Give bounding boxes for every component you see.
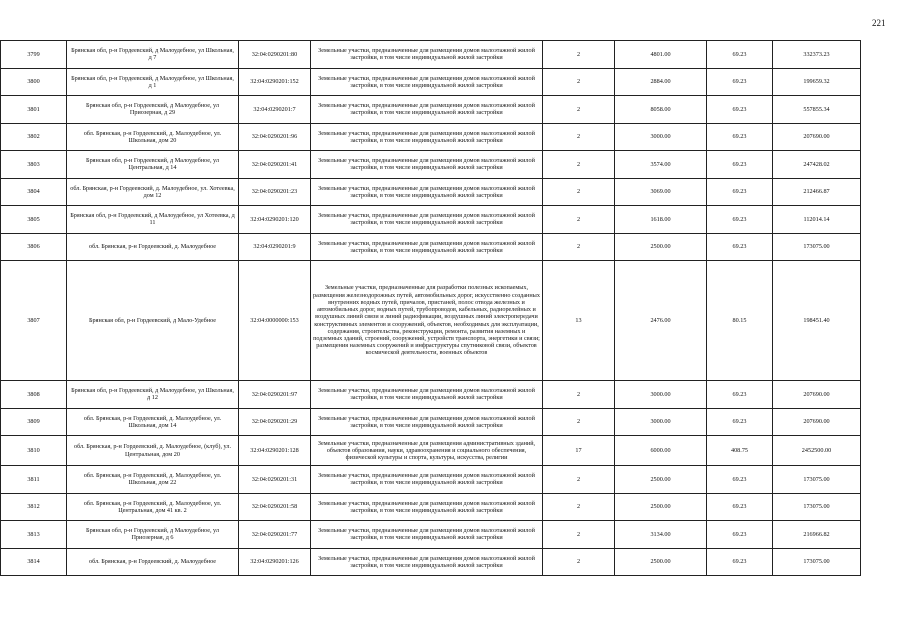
address-cell: обл. Брянская, р-н Гордеевский, д. Малоудебное, ул. Школьная, дом 20 [67,123,239,151]
land-use-cell: Земельные участки, предназначенные для размещения домов малоэтажной жилой застройки, в том числе индивидуальной жилой застройки [311,381,543,409]
area-cell: 3000.00 [615,123,707,151]
use-code-cell: 2 [543,408,615,436]
cadastral-value-cell: 207690.00 [773,408,861,436]
specific-value-cell: 69.23 [707,41,773,69]
cadastral-value-cell: 557855.34 [773,96,861,124]
row-number-cell: 3812 [1,493,67,521]
address-cell: Брянская обл, р-н Гордеевский, д Малоудебное, ул Школьная, д 1 [67,68,239,96]
table-row [1,68,861,96]
cadastral-number-cell: 32:04:0290201:23 [239,178,311,206]
land-use-cell: Земельные участки, предназначенные для размещения административных зданий, объектов образования, науки, здравоохранения и социального обеспечения, физической культуры и спорта, культуры, искусства, религии [311,436,543,466]
address-cell: Брянская обл, р-н Гордеевский, д Малоудебное, ул Школьная, д 12 [67,381,239,409]
cadastral-number-cell: 32:04:0290201:29 [239,408,311,436]
use-code-cell: 2 [543,41,615,69]
specific-value-cell: 69.23 [707,493,773,521]
area-cell: 8058.00 [615,96,707,124]
use-code-cell: 2 [543,178,615,206]
address-cell: Брянская обл, р-н Гордеевский, д Мало-Удебное [67,261,239,381]
area-cell: 3134.00 [615,521,707,549]
area-cell: 3000.00 [615,381,707,409]
table-row [1,548,861,576]
cadastral-number-cell: 32:04:0290201:126 [239,548,311,576]
row-number-cell: 3804 [1,178,67,206]
address-cell: Брянская обл, р-н Гордеевский, д Малоудебное, ул Приозерная, д 29 [67,96,239,124]
use-code-cell: 17 [543,436,615,466]
land-use-cell: Земельные участки, предназначенные для размещения домов малоэтажной жилой застройки, в том числе индивидуальной жилой застройки [311,233,543,261]
area-cell: 2476.00 [615,261,707,381]
table-row [1,206,861,234]
specific-value-cell: 69.23 [707,178,773,206]
table-row [1,123,861,151]
row-number-cell: 3807 [1,261,67,381]
row-number-cell: 3806 [1,233,67,261]
cadastral-number-cell: 32:04:0290201:77 [239,521,311,549]
use-code-cell: 2 [543,123,615,151]
cadastral-value-cell: 2452500.00 [773,436,861,466]
cadastral-value-cell: 173075.00 [773,548,861,576]
specific-value-cell: 69.23 [707,151,773,179]
specific-value-cell: 69.23 [707,123,773,151]
area-cell: 2500.00 [615,233,707,261]
row-number-cell: 3810 [1,436,67,466]
address-cell: обл. Брянская, р-н Гордеевский, д. Малоудебное, ул. Центральная, дом 41 кв. 2 [67,493,239,521]
cadastral-value-cell: 212466.87 [773,178,861,206]
table-row [1,96,861,124]
address-cell: обл. Брянская, р-н Гордеевский, д. Малоудебное, ул. Школьная, дом 22 [67,466,239,494]
cadastral-value-cell: 173075.00 [773,493,861,521]
cadastral-value-cell: 332373.23 [773,41,861,69]
row-number-cell: 3805 [1,206,67,234]
use-code-cell: 2 [543,521,615,549]
area-cell: 2500.00 [615,493,707,521]
cadastral-number-cell: 32:04:0290201:58 [239,493,311,521]
row-number-cell: 3808 [1,381,67,409]
row-number-cell: 3803 [1,151,67,179]
address-cell: обл. Брянская, р-н Гордеевский, д. Малоудебное [67,233,239,261]
cadastral-value-cell: 198451.40 [773,261,861,381]
cadastral-number-cell: 32:04:0290201:120 [239,206,311,234]
table-row [1,233,861,261]
land-use-cell: Земельные участки, предназначенные для размещения домов малоэтажной жилой застройки, в том числе индивидуальной жилой застройки [311,548,543,576]
area-cell: 3000.00 [615,408,707,436]
area-cell: 6000.00 [615,436,707,466]
row-number-cell: 3809 [1,408,67,436]
address-cell: обл. Брянская, р-н Гордеевский, д. Малоудебное, ул. Школьная, дом 14 [67,408,239,436]
table-row [1,41,861,69]
land-use-cell: Земельные участки, предназначенные для размещения домов малоэтажной жилой застройки, в том числе индивидуальной жилой застройки [311,408,543,436]
cadastral-value-cell: 173075.00 [773,466,861,494]
address-cell: обл. Брянская, р-н Гордеевский, д. Малоудебное, ул. Хотеевка, дом 12 [67,178,239,206]
address-cell: Брянская обл, р-н Гордеевский, д Малоудебное, ул Школьная, д 7 [67,41,239,69]
cadastral-number-cell: 32:04:0290201:41 [239,151,311,179]
use-code-cell: 2 [543,151,615,179]
cadastral-number-cell: 32:04:0290201:80 [239,41,311,69]
table-row [1,466,861,494]
land-use-cell: Земельные участки, предназначенные для размещения домов малоэтажной жилой застройки, в том числе индивидуальной жилой застройки [311,41,543,69]
area-cell: 2500.00 [615,548,707,576]
specific-value-cell: 69.23 [707,408,773,436]
specific-value-cell: 69.23 [707,233,773,261]
table-row [1,436,861,466]
address-cell: Брянская обл, р-н Гордеевский, д Малоудебное, ул Приозерная, д 6 [67,521,239,549]
specific-value-cell: 69.23 [707,96,773,124]
cadastral-value-cell: 216966.82 [773,521,861,549]
row-number-cell: 3800 [1,68,67,96]
cadastral-value-cell: 199659.32 [773,68,861,96]
cadastral-number-cell: 32:04:0290201:9 [239,233,311,261]
land-use-cell: Земельные участки, предназначенные для размещения домов малоэтажной жилой застройки, в том числе индивидуальной жилой застройки [311,206,543,234]
address-cell: обл. Брянская, р-н Гордеевский, д. Малоудебное, (клуб), ул. Центральная, дом 20 [67,436,239,466]
use-code-cell: 2 [543,381,615,409]
cadastral-value-cell: 247428.02 [773,151,861,179]
row-number-cell: 3811 [1,466,67,494]
land-use-cell: Земельные участки, предназначенные для размещения домов малоэтажной жилой застройки, в том числе индивидуальной жилой застройки [311,68,543,96]
table-row [1,151,861,179]
area-cell: 3069.00 [615,178,707,206]
specific-value-cell: 69.23 [707,68,773,96]
page-number: 221 [872,18,886,28]
cadastral-number-cell: 32:04:0290201:128 [239,436,311,466]
area-cell: 1618.00 [615,206,707,234]
cadastral-number-cell: 32:04:0290201:96 [239,123,311,151]
cadastral-number-cell: 32:04:0290201:97 [239,381,311,409]
cadastral-value-cell: 207690.00 [773,123,861,151]
use-code-cell: 2 [543,548,615,576]
table-row [1,521,861,549]
land-use-cell: Земельные участки, предназначенные для размещения домов малоэтажной жилой застройки, в том числе индивидуальной жилой застройки [311,123,543,151]
cadastral-number-cell: 32:04:0290201:31 [239,466,311,494]
table-row [1,178,861,206]
row-number-cell: 3802 [1,123,67,151]
land-use-cell: Земельные участки, предназначенные для размещения домов малоэтажной жилой застройки, в том числе индивидуальной жилой застройки [311,178,543,206]
row-number-cell: 3813 [1,521,67,549]
row-number-cell: 3799 [1,41,67,69]
address-cell: Брянская обл, р-н Гордеевский, д Малоудебное, ул Центральная, д 14 [67,151,239,179]
specific-value-cell: 69.23 [707,381,773,409]
area-cell: 4801.00 [615,41,707,69]
use-code-cell: 2 [543,68,615,96]
table-row [1,408,861,436]
use-code-cell: 2 [543,233,615,261]
use-code-cell: 2 [543,96,615,124]
use-code-cell: 2 [543,466,615,494]
specific-value-cell: 80.15 [707,261,773,381]
use-code-cell: 13 [543,261,615,381]
land-use-cell: Земельные участки, предназначенные для размещения домов малоэтажной жилой застройки, в том числе индивидуальной жилой застройки [311,521,543,549]
cadastral-table [0,40,861,576]
area-cell: 2884.00 [615,68,707,96]
land-use-cell: Земельные участки, предназначенные для размещения домов малоэтажной жилой застройки, в том числе индивидуальной жилой застройки [311,96,543,124]
table-row [1,261,861,381]
cadastral-value-cell: 173075.00 [773,233,861,261]
cadastral-number-cell: 32:04:0290201:7 [239,96,311,124]
cadastral-value-cell: 207690.00 [773,381,861,409]
land-use-cell: Земельные участки, предназначенные для разработки полезных ископаемых, размещения железнодорожных путей, автомобильных дорог, искусственно созданных внутренних водных путей, причалов, пристаней, полос отвода железных и автомобильных дорог, водных путей, трубопроводов, кабельных, радиорелейных и воздушных линий связи и линий радиофикации, воздушных линий электропередачи конструктивных элементов и сооружений, объектов, необходимых для эксплуатации, содержания, строительства, реконструкции, ремонта, развития наземных и подземных зданий, строений, сооружений, устройств транспорта, энергетики и связи; размещения наземных сооружений и инфраструктуры спутниковой связи, объектов космической деятельности, военных объектов [311,261,543,381]
area-cell: 2500.00 [615,466,707,494]
use-code-cell: 2 [543,493,615,521]
address-cell: обл. Брянская, р-н Гордеевский, д. Малоудебное [67,548,239,576]
specific-value-cell: 408.75 [707,436,773,466]
cadastral-number-cell: 32:04:0290201:152 [239,68,311,96]
table-row [1,493,861,521]
specific-value-cell: 69.23 [707,521,773,549]
row-number-cell: 3801 [1,96,67,124]
land-use-cell: Земельные участки, предназначенные для размещения домов малоэтажной жилой застройки, в том числе индивидуальной жилой застройки [311,466,543,494]
cadastral-number-cell: 32:04:0000000:153 [239,261,311,381]
row-number-cell: 3814 [1,548,67,576]
land-use-cell: Земельные участки, предназначенные для размещения домов малоэтажной жилой застройки, в том числе индивидуальной жилой застройки [311,493,543,521]
cadastral-value-cell: 112014.14 [773,206,861,234]
address-cell: Брянская обл, р-н Гордеевский, д Малоудебное, ул Хотеевка, д 11 [67,206,239,234]
table-row [1,381,861,409]
specific-value-cell: 69.23 [707,548,773,576]
specific-value-cell: 69.23 [707,466,773,494]
area-cell: 3574.00 [615,151,707,179]
specific-value-cell: 69.23 [707,206,773,234]
land-use-cell: Земельные участки, предназначенные для размещения домов малоэтажной жилой застройки, в том числе индивидуальной жилой застройки [311,151,543,179]
use-code-cell: 2 [543,206,615,234]
